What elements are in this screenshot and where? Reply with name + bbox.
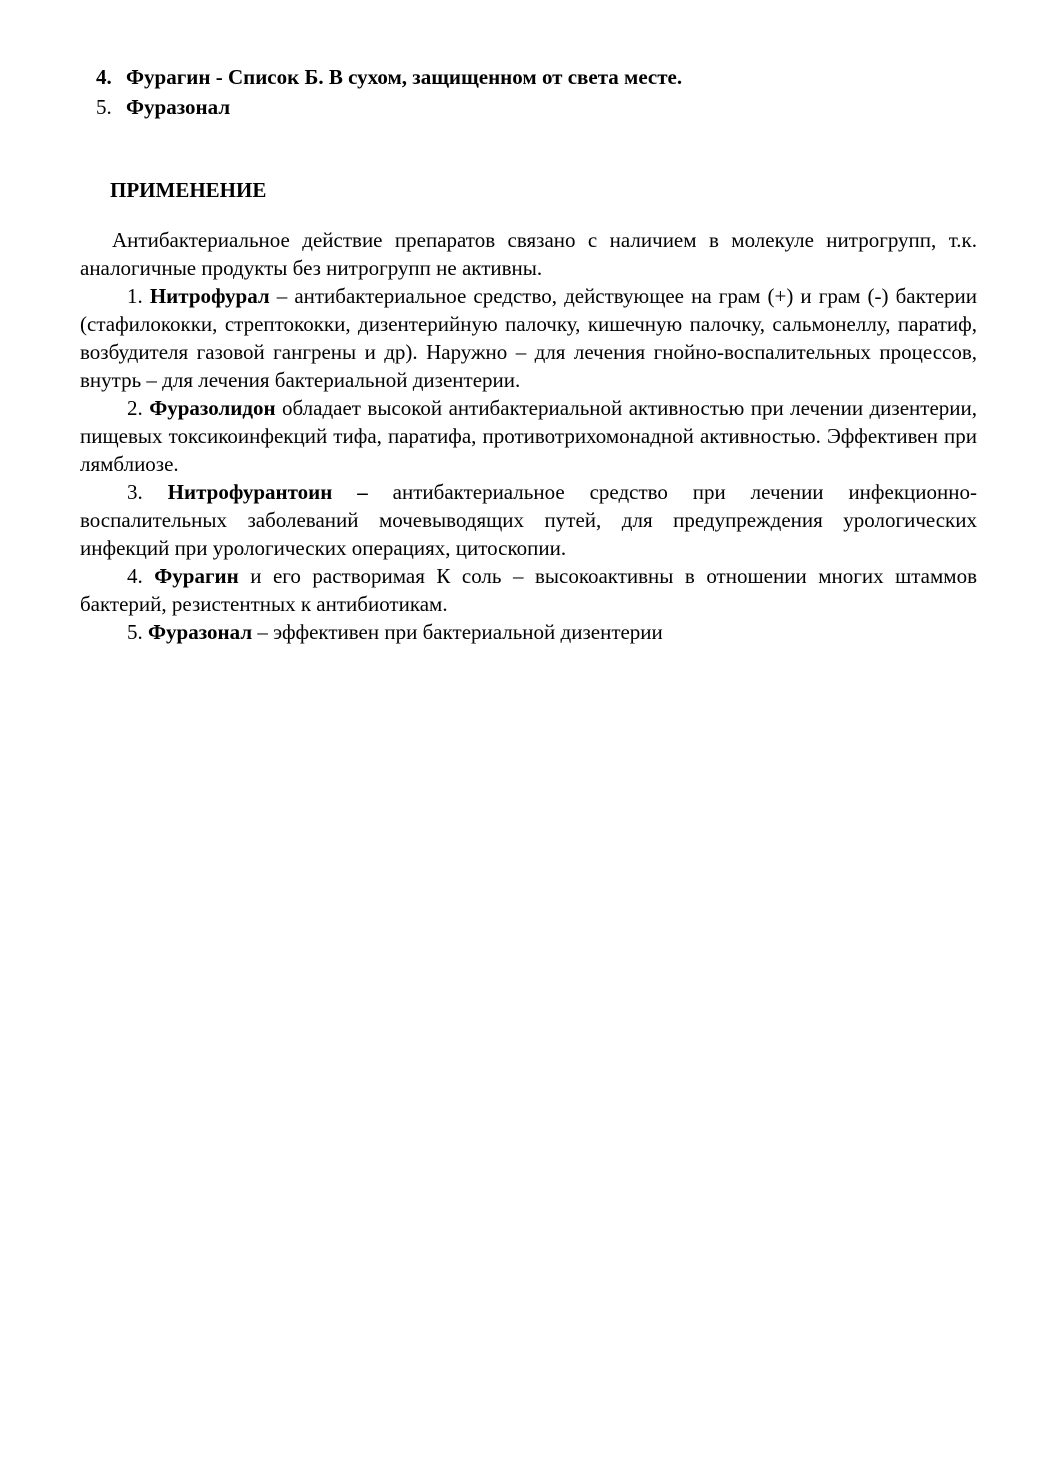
storage-item-text: Фуразонал: [126, 95, 231, 119]
application-item-number: 4.: [127, 564, 143, 588]
storage-item-furagin: [96, 62, 977, 92]
application-item-nitrofurantoin: [80, 478, 977, 562]
drug-name: Нитрофурантоин –: [167, 480, 368, 504]
application-item-text: – антибактериальное средство, действующее на грам (+) и грам (-) бактерии (стафилококки, стрептококки, дизентерийную палочку, кишечную палочку, сальмонеллу, паратиф, возбудителя газовой гангрены и др). Наружно – для лечения гнойно-воспалительных процессов, внутрь – для лечения бактериальной дизентерии.: [80, 284, 977, 392]
storage-item-text: Фурагин - Список Б. В сухом, защищенном от света месте.: [126, 65, 683, 89]
intro-paragraph: Антибактериальное действие препаратов связано с наличием в молекуле нитрогрупп, т.к. аналогичные продукты без нитрогрупп не активны.: [80, 228, 977, 280]
application-item-number: 5.: [127, 620, 143, 644]
drug-name: Фурагин: [154, 564, 239, 588]
application-item-text: обладает высокой антибактериальной активностью при лечении дизентерии, пищевых токсикоинфекций тифа, паратифа, противотрихомонадной активностью. Эффективен при лямблиозе.: [80, 396, 978, 476]
document-page: [80, 62, 977, 646]
application-item-number: 3.: [127, 480, 143, 504]
application-item-nitrofural: [80, 282, 977, 394]
application-item-furagin: [80, 562, 977, 618]
storage-list: [80, 62, 977, 122]
application-item-text: и его растворимая К соль – высокоактивны в отношении многих штаммов бактерий, резистентных к антибиотикам.: [80, 564, 977, 616]
drug-name: Фуразонал: [148, 620, 253, 644]
application-item-text: антибактериальное средство при лечении инфекционно-воспалительных заболеваний мочевыводящих путей, для предупреждения урологических инфекций при урологических операциях, цитоскопии.: [80, 480, 977, 560]
application-item-number: 1.: [127, 284, 143, 308]
application-item-furazonal: [80, 618, 977, 646]
drug-name: Фуразолидон: [149, 396, 276, 420]
application-item-number: 2.: [127, 396, 143, 420]
drug-name: Нитрофурал: [149, 284, 270, 308]
application-item-furazolidone: [80, 394, 977, 478]
storage-item-furazonal: [96, 92, 977, 122]
application-item-text: – эффективен при бактериальной дизентерии: [252, 620, 663, 644]
storage-item-number: 4.: [96, 65, 112, 89]
storage-item-number: 5.: [96, 95, 112, 119]
section-heading: ПРИМЕНЕНИЕ: [110, 178, 267, 202]
